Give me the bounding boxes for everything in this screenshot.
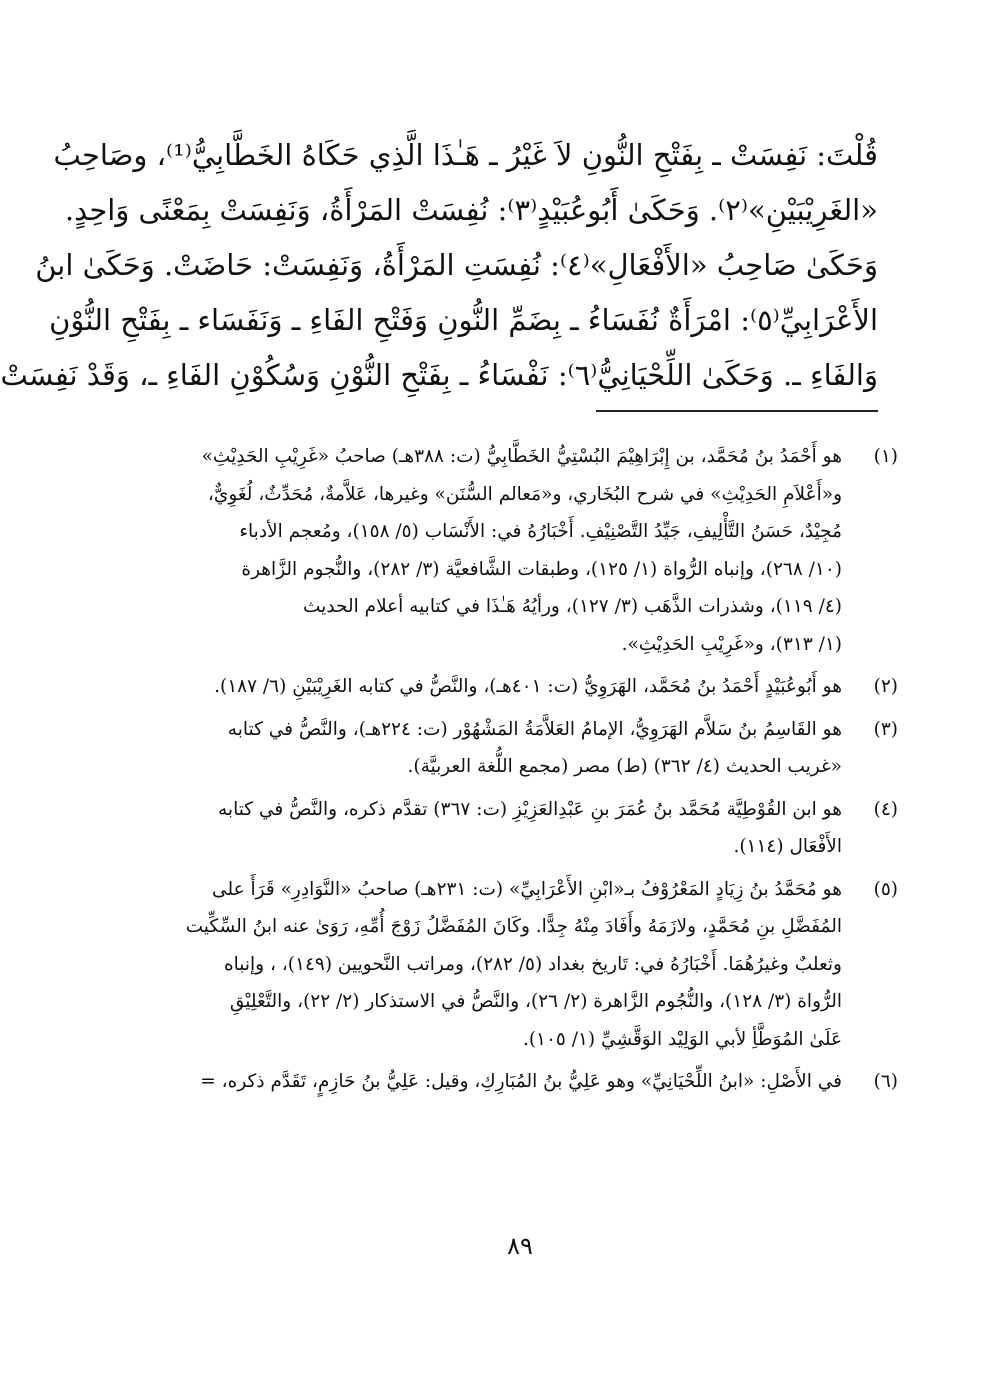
footnote-number: (١): [873, 446, 898, 467]
footnote-line: هو أَبُوعُبَيْدٍ أَحْمَدُ بنُ مُحَمَّد، الهَرَوِيُّ (ت: ٤٠١هـ)، والنَّصُّ في كتابه الغَرِيْبَيْنِ (٦/ ١٨٧).: [214, 676, 842, 697]
footnote-line: (٤/ ١١٩)، وشذرات الذَّهَب (٣/ ١٢٧)، ورأيُهُ هَـٰذَا في كتابيه أعلام الحديث: [303, 596, 842, 617]
footnote-1: [154, 438, 898, 663]
footnote-2: [154, 668, 898, 706]
main-text-line: الأَعْرَابِيِّ⁽٥⁾: امْرَأَةٌ نُفَسَاءُ ـ بِضَمِّ النُّونِ وَفَتْحِ الفَاءِ ـ وَنَفَسَاء ـ بِفَتْحِ النُّوْنِ: [49, 303, 878, 337]
footnote-separator: [596, 410, 878, 412]
footnote-6: [154, 1063, 898, 1101]
footnote-line: المُفَضَّلِ بنِ مُحَمَّدٍ، ولازَمَهُ وأَفَادَ مِنْهُ جِدًّا. وكَانَ المُفَضَّلُ زَوْجَ أُمِّهِ، رَوَىٰ عنه ابنُ السِّكِّيت: [185, 916, 842, 937]
main-text-line: وَالفَاءِ ـ. وَحَكَىٰ اللِّحْيَانِيُّ⁽٦⁾: نَفْسَاءُ ـ بِفَتْحِ النُّوْنِ وَسُكُوْنِ الفَاءِ ـ، وَقَدْ نَفِسَتْ: [0, 358, 878, 392]
footnote-line: في الأَصْلِ: «ابنُ اللِّحْيَانِيِّ» وهو عَلِيُّ بنُ المُبَارِكِ، وقيل: عَلِيُّ بنُ حَازِمٍ، تَقَدَّم ذكره، =: [200, 1071, 842, 1092]
footnote-line: (١/ ٣١٣)، و«غَرِيْبِ الحَدِيْثِ».: [621, 633, 842, 655]
footnote-number: (٢): [873, 676, 898, 697]
footnote-line: هو ابن القُوْطِيَّة مُحَمَّد بنُ عُمَرَ بنِ عَبْدِالعَزِيْزِ (ت: ٣٦٧) تقدَّم ذكره، والنَّصُّ في كتابه: [218, 798, 842, 820]
footnote-line: عَلَىٰ المُوَطَّأِ لأبي الوَلِيْد الوَقَّشِيِّ (١/ ١٠٥).: [522, 1028, 842, 1050]
main-text: [0, 128, 878, 403]
footnote-line: (١٠/ ٢٦٨)، وإنباه الرُّواة (١/ ١٢٥)، وطبقات الشَّافعيَّة (٣/ ٢٨٢)، والنُّجوم الزَّاهرة: [241, 558, 842, 580]
footnotes: [154, 438, 898, 1106]
main-text-line: قُلْتَ: نَفِسَتْ ـ بِفَتْحِ النُّونِ لاَ غَيْرُ ـ هَـٰذَا الَّذِي حَكَاهُ الخَطَّابِيُّ⁽¹⁾، وصَاحِبُ: [53, 138, 878, 172]
footnote-line: «غريب الحديث (٤/ ٣٦٢) (ط) مصر (مجمع اللُّغة العربيَّة).: [407, 756, 842, 777]
footnote-line: هو القَاسِمُ بنُ سَلاَّم الهَرَوِيُّ، الإمامُ العَلاَّمَةُ المَشْهُوْر (ت: ٢٢٤هـ)، والنَّصُّ في كتابه: [227, 718, 842, 740]
footnote-line: هو أَحْمَدُ بنُ مُحَمَّد، بن إِبْرَاهِيْمَ البُسْتِيُّ الخَطَّابِيُّ (ت: ٣٨٨هـ) صاحبُ «غَرِيْبِ الحَدِيْثِ»: [201, 446, 842, 467]
footnote-line: الرُّواة (٣/ ١٢٨)، والنُّجُوم الزَّاهرة (٢/ ٢٦)، والنَّصُّ في الاستذكار (٢/ ٢٢)، والتَّعْلِيْقِ: [229, 991, 842, 1012]
footnote-number: (٣): [873, 718, 898, 740]
footnote-4: [154, 791, 898, 866]
main-text-line: «الغَرِيْبَيْنِ»⁽٢⁾. وَحَكَىٰ أَبُوعُبَيْدٍ⁽٣⁾: نُفِسَتْ المَرْأَةُ، وَنَفِسَتْ بِمَعْنًى وَاحِدٍ.: [64, 193, 878, 227]
footnote-3: [154, 711, 898, 786]
footnote-line: الأَفْعَال (١١٤).: [733, 836, 842, 857]
page-number: ٨٩: [507, 1232, 533, 1260]
footnote-line: و«أَعْلاَمِ الحَدِيْثِ» في شرح البُخَاري، و«مَعالم السُّنَن» وغيرها، عَلاَّمةٌ، مُحَدِّثٌ، لُغَوِيٌّ،: [207, 483, 842, 505]
footnote-number: (٦): [873, 1071, 898, 1092]
footnote-number: (٤): [873, 798, 898, 820]
main-text-line: وَحَكَىٰ صَاحِبُ «الأَفْعَالِ»⁽٤⁾: نُفِسَتِ المَرْأَةُ، وَنَفِسَتْ: حَاضَتْ. وَحَكَىٰ ابنُ: [35, 248, 878, 282]
footnote-number: (٥): [873, 878, 898, 900]
footnote-5: [154, 871, 898, 1059]
footnote-line: وثعلبٌ وغيرُهُمَا. أَخْبَارُهُ في: تَاريخ بغداد (٥/ ٢٨٢)، ومراتب النَّحويين (١٤٩)، ، وإنباه: [223, 953, 842, 975]
footnote-line: مُجِيْدٌ، حَسَنُ التَّأْلِيفِ، جَيِّدُ التَّصْنِيْفِ. أَخْبَارُهُ في: الأَنْسَاب (٥/ ١٥٨)، ومُعجم الأدباء: [239, 521, 842, 542]
footnote-line: هو مُحَمَّدُ بنُ زِيَادٍ المَعْرُوْفُ بـ«ابْنِ الأَعْرَابِيِّ» (ت: ٢٣١هـ) صاحبُ «النَّوَادِرِ» قَرَأَ على: [212, 878, 842, 900]
